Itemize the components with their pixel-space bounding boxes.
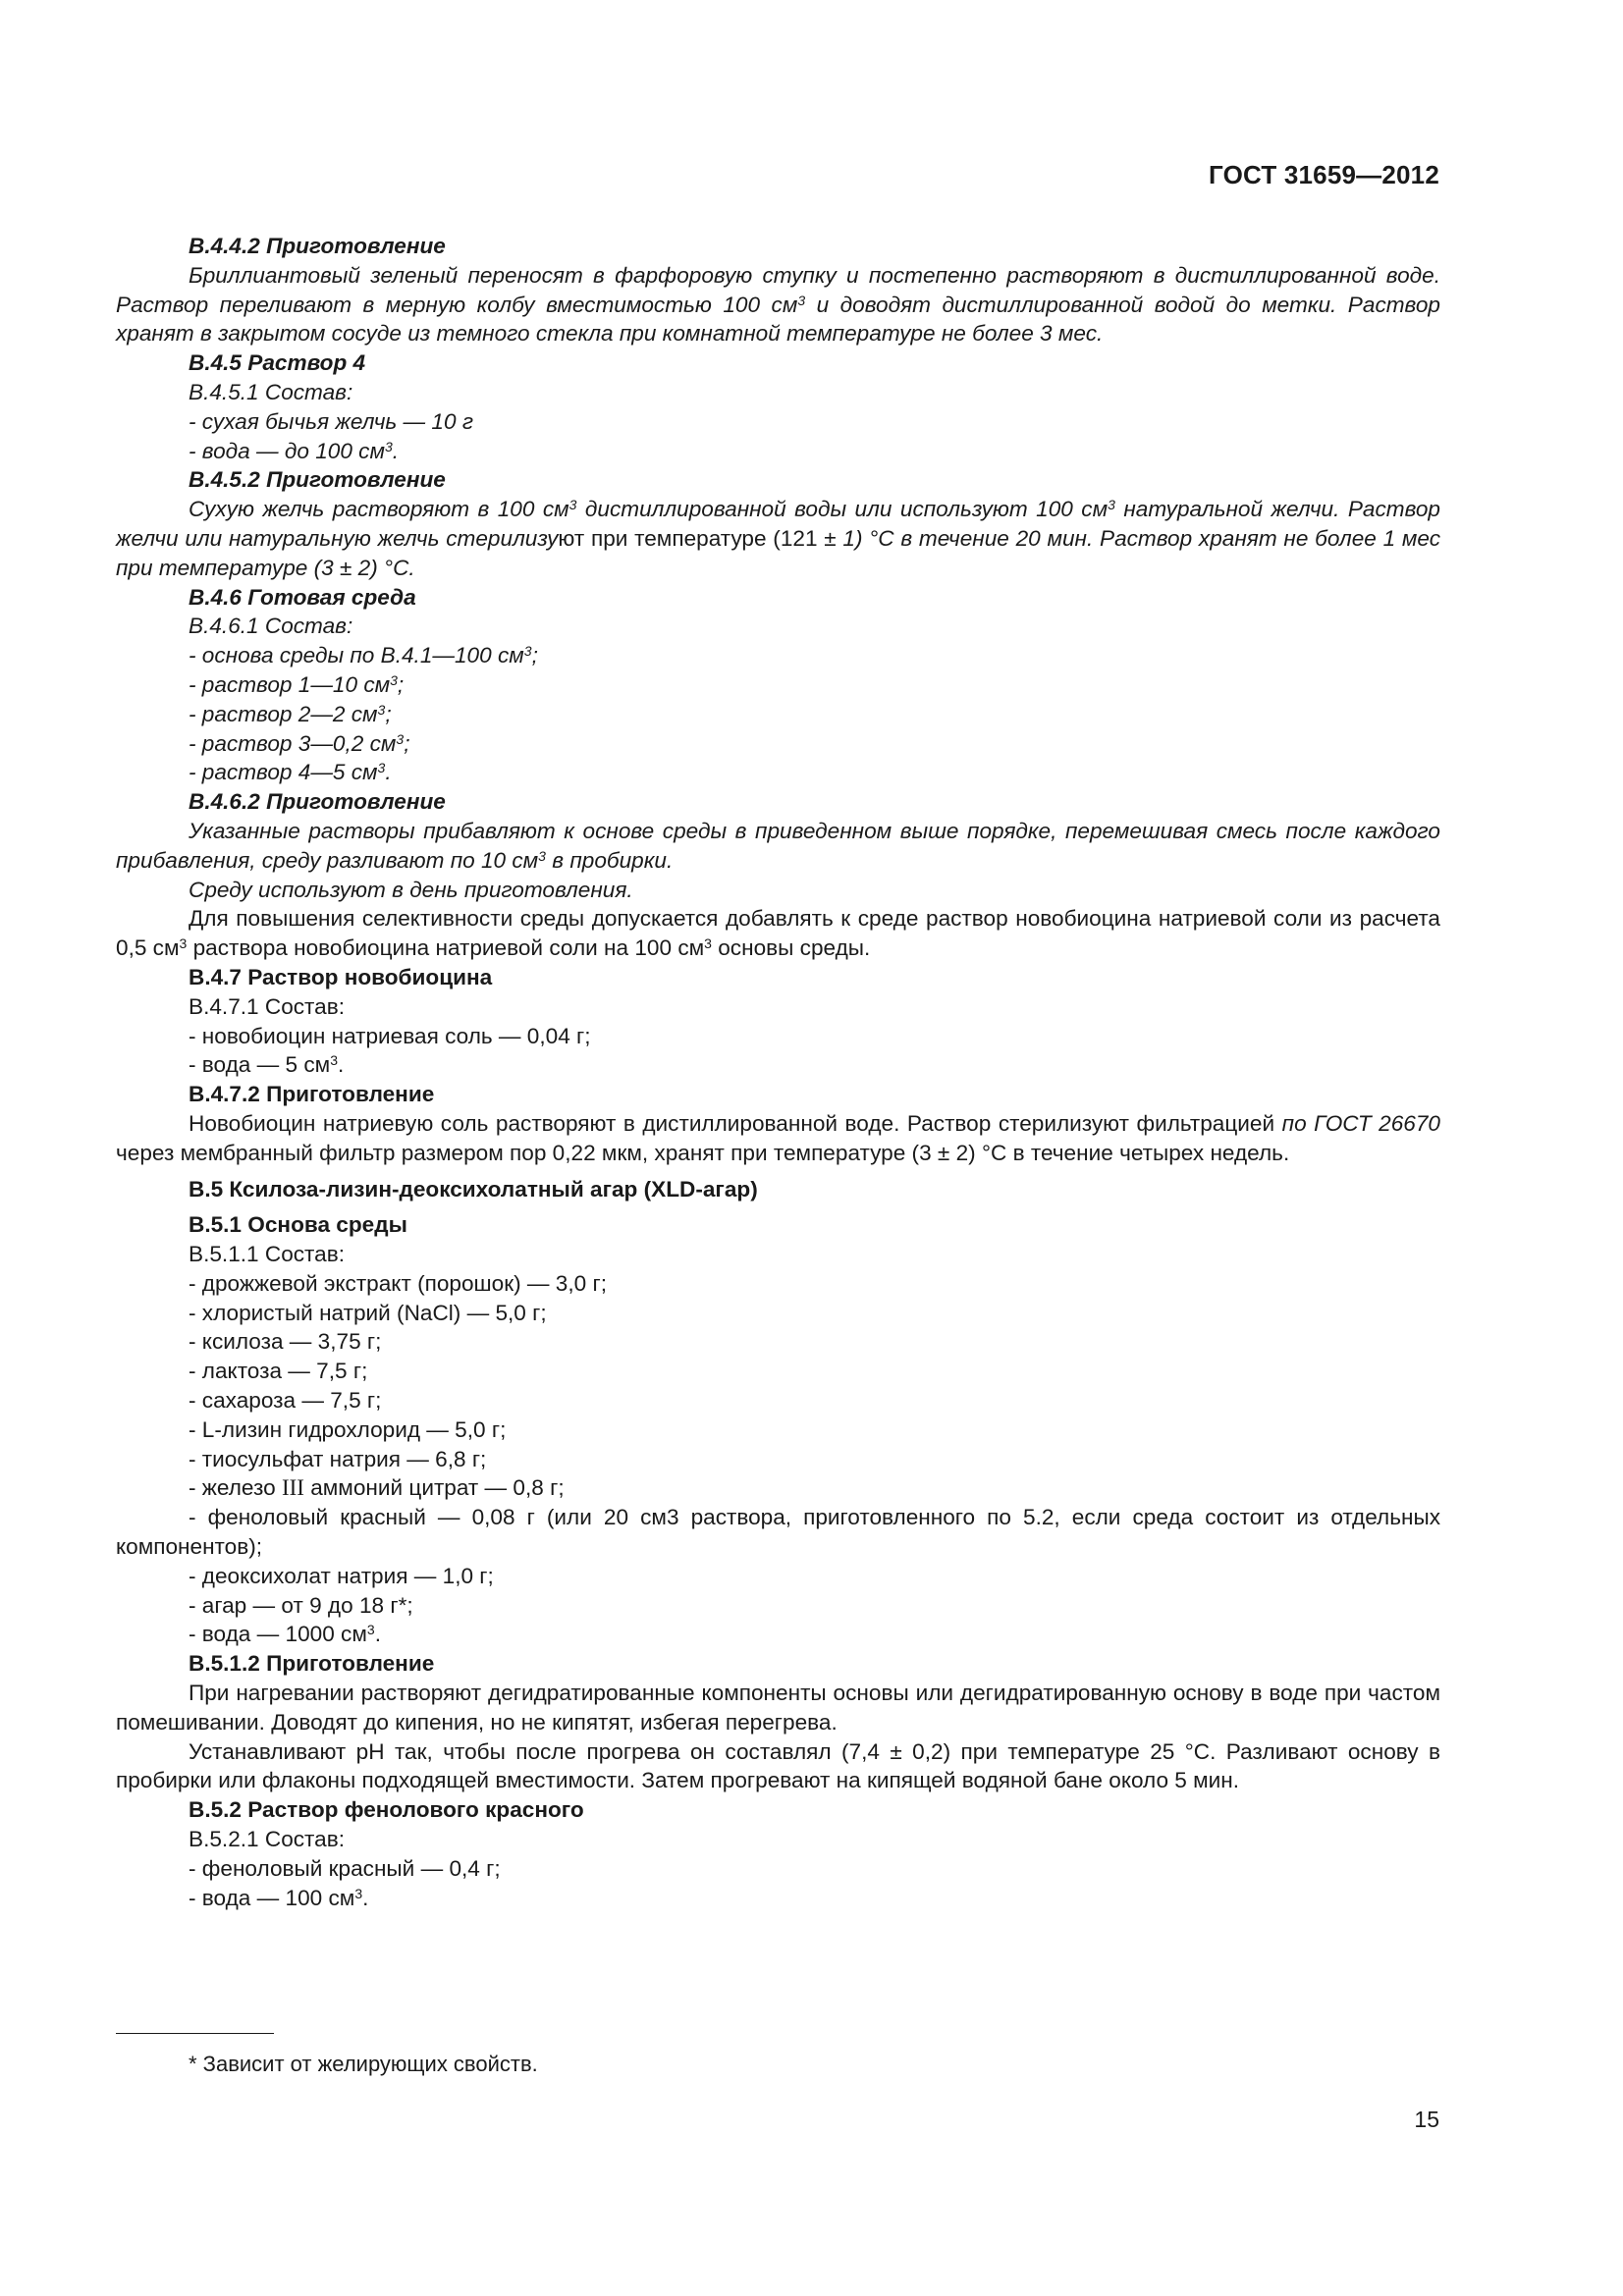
section-heading-b47: В.4.7 Раствор новобиоцина [189,964,493,989]
list-item: - лактоза — 7,5 г; [189,1359,368,1384]
list-item: - раствор 2—2 $см^3$; [189,701,392,726]
list-item: - основа среды по В.4.1—100 $см^3$; [189,643,538,668]
section-heading-b45: В.4.5 Раствор 4 [189,350,366,376]
list-item: - тиосульфат натрия — 6,8 г; [189,1446,487,1471]
page-number: 15 [1414,2107,1439,2132]
list-item: - хлористый натрий (NaCl) — 5,0 г; [189,1300,547,1325]
list-item: - агар — от 9 до 18 г*; [189,1592,413,1618]
list-item: - железо III аммоний цитрат — 0,8 г; [189,1475,565,1501]
list-item: - деоксихолат натрия — 1,0 г; [189,1563,494,1588]
list-item: - вода — до 100 $см^3$. [189,438,400,463]
section-heading-b472: В.4.7.2 Приготовление [189,1082,435,1107]
list-item: - феноловый красный — 0,08 г (или 20 см3 раствора, приготовленного по 5.2, если среда состоит из отдельных компонентов); [116,1505,1440,1560]
subsection-heading-b511: В.5.1.1 Состав: [189,1242,345,1267]
subsection-heading-b461: В.4.6.1 Состав: [189,614,353,639]
paragraph-b472: Новобиоцин натриевую соль растворяют в дистиллированной воде. Раствор стерилизуют фильтрацией по ГОСТ 26670 через мембранный фильтр размером пор 0,22 мкм, хранят при температуре (3 ± 2) °С в течение четырех недель. [116,1110,1440,1165]
list-item: - вода — 1000 $см^3$. [189,1622,381,1647]
list-item: - раствор 3—0,2 $см^3$; [189,730,410,756]
section-heading-b51: В.5.1 Основа среды [189,1212,407,1238]
footnote-divider [116,2033,274,2034]
section-heading-b512: В.5.1.2 Приготовление [189,1651,435,1677]
paragraph-b512-2: Устанавливают pH так, чтобы после прогрева он составлял (7,4 ± 0,2) при температуре 25 °С. Разливают основу в пробирки или флаконы подходящей вместимости. Затем прогревают на кипящей водяной бане около 5 мин. [116,1738,1440,1793]
section-heading-b5: В.5 Ксилоза-лизин-деоксихолатный агар (XLD-агар) [189,1176,758,1201]
paragraph-b512-1: При нагревании растворяют дегидратированные компоненты основы или дегидратированную основу в воде при частом помешивании. Доводят до кипения, но не кипятят, избегая перегрева. [116,1681,1440,1735]
paragraph-b452: Сухую желчь растворяют в 100 $см^3$ дистиллированной воды или используют 100 $см^3$ натуральной желчи. Раствор желчи или натуральную желчь стерилизуют при температуре (121 ± 1) °С в течение 20 мин. Раствор хранят не более 1 мес при температуре (3 ± 2) °С. [116,497,1440,580]
subsection-heading-b521: В.5.2.1 Состав: [189,1827,345,1852]
list-item: - вода — 100 $см^3$. [189,1885,369,1910]
document-number-header: ГОСТ 31659—2012 [1209,160,1439,189]
list-item: - феноловый красный — 0,4 г; [189,1855,501,1881]
list-item: - раствор 1—10 $см^3$; [189,671,405,697]
section-heading-b442: В.4.4.2 Приготовление [189,234,446,258]
document-body [116,232,1440,1912]
list-item: - сухая бычья желчь — 10 г [189,408,473,434]
section-heading-b452: В.4.5.2 Приготовление [189,467,446,493]
list-item: - раствор 4—5 $см^3$. [189,760,392,785]
paragraph-b462-1: Указанные растворы прибавляют к основе среды в приведенном выше порядке, перемешивая смесь после каждого прибавления, среду разливают по 10 $см^3$ в пробирки. [116,818,1440,873]
list-item: - вода — 5 $см^3$. [189,1052,345,1078]
list-item: - дрожжевой экстракт (порошок) — 3,0 г; [189,1270,607,1296]
section-heading-b462: В.4.6.2 Приготовление [189,789,446,815]
paragraph-b462-2: Среду используют в день приготовления. [189,877,633,902]
paragraph-b462-3: Для повышения селективности среды допускается добавлять к среде раствор новобиоцина натриевой соли из расчета 0,5 $см^3$ раствора новобиоцина натриевой соли на 100 $см^3$ основы среды. [116,906,1440,961]
list-item: - ксилоза — 3,75 г; [189,1329,382,1355]
list-item: - L-лизин гидрохлорид — 5,0 г; [189,1416,507,1442]
subsection-heading-b451: В.4.5.1 Состав: [189,379,353,404]
subsection-heading-b471: В.4.7.1 Состав: [189,993,345,1019]
list-item: - сахароза — 7,5 г; [189,1388,382,1414]
section-heading-b52: В.5.2 Раствор фенолового красного [189,1797,584,1823]
section-heading-b46: В.4.6 Готовая среда [189,584,416,610]
footnote: * Зависит от желирующих свойств. [189,2052,538,2076]
list-item: - новобиоцин натриевая соль — 0,04 г; [189,1023,591,1048]
paragraph-b442: Бриллиантовый зеленый переносят в фарфоровую ступку и постепенно растворяют в дистиллированной воде. Раствор переливают в мерную колбу вместимостью 100 $см^3$ и доводят дистиллированной водой до метки. Раствор хранят в закрытом сосуде из темного стекла при комнатной температуре не более 3 мес. [116,262,1440,347]
